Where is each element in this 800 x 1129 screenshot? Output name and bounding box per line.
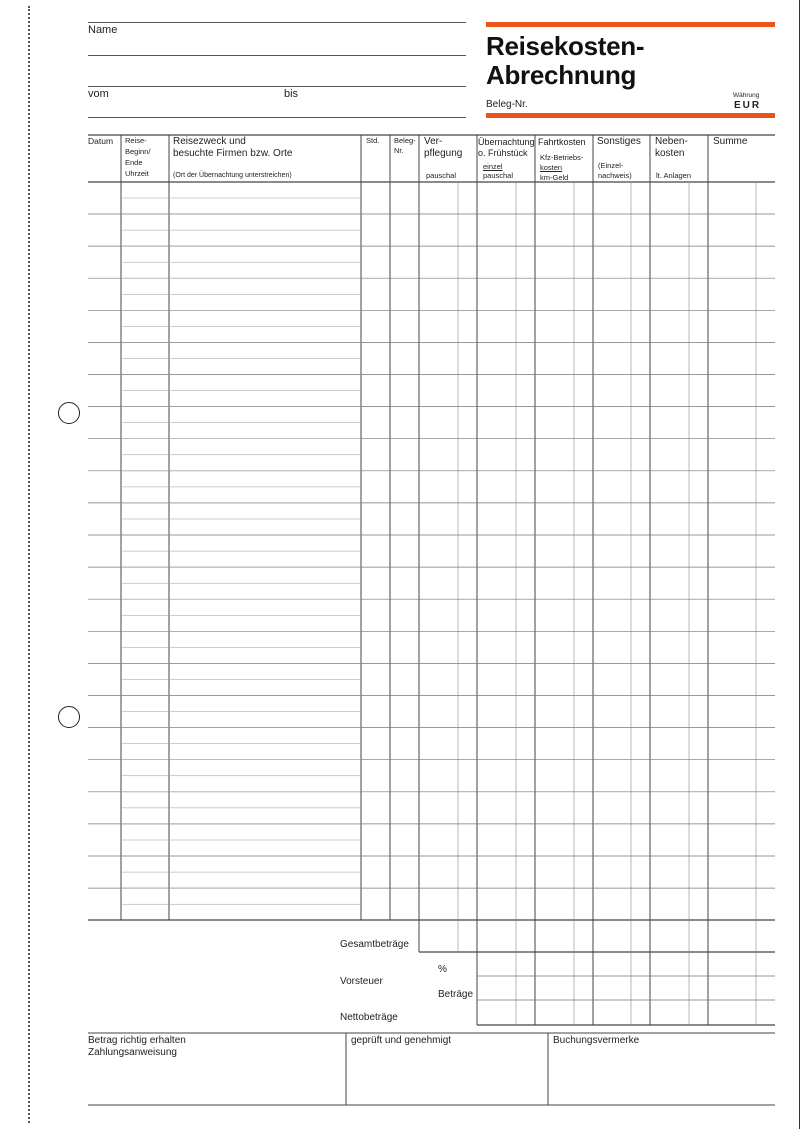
- input-tax-label: Vorsteuer: [340, 976, 383, 987]
- col-fahrtkosten-4: km-Geld: [540, 173, 569, 182]
- total-amounts-label: Gesamtbeträge: [340, 939, 409, 950]
- col-uebernachtung-2: o. Frühstück: [478, 148, 528, 158]
- col-fahrtkosten: Fahrtkosten: [538, 137, 586, 147]
- col-nebenkosten-1: Neben-: [655, 136, 688, 147]
- col-fahrtkosten-3: kosten: [540, 163, 563, 172]
- footer-booking: Buchungsvermerke: [553, 1035, 640, 1046]
- col-uebernachtung-pauschal: pauschal: [483, 171, 514, 180]
- receipt-number-label: Beleg-Nr.: [486, 99, 528, 110]
- footer-approved: geprüft und genehmigt: [351, 1035, 452, 1046]
- col-verpflegung: [424, 136, 462, 160]
- col-beleg: [394, 136, 416, 156]
- from-label: vom: [88, 88, 109, 100]
- name-label: Name: [88, 24, 118, 36]
- col-beleg-2: Nr.: [394, 146, 404, 155]
- net-amounts-label: Nettobeträge: [340, 1012, 398, 1023]
- col-verpflegung-sub: pauschal: [426, 171, 457, 180]
- footer-received: [88, 1035, 186, 1059]
- col-verpflegung-1: Ver-: [424, 136, 443, 147]
- col-uebernachtung: [478, 137, 535, 159]
- col-sonstiges-2: (Einzel-: [598, 161, 624, 170]
- col-nebenkosten: [655, 136, 688, 160]
- col-sonstiges: Sonstiges: [597, 136, 641, 147]
- col-uebernachtung-1: Übernachtung: [478, 137, 535, 147]
- form-title-line2: Abrechnung: [486, 60, 637, 90]
- footer-received-1: Betrag richtig erhalten: [88, 1035, 186, 1046]
- col-uebernachtung-einzel: einzel: [483, 162, 503, 171]
- col-sonstiges-3: nachweis): [598, 171, 632, 180]
- col-reise-1: Reise-: [125, 136, 147, 145]
- col-datum: Datum: [88, 136, 114, 146]
- col-std: Std.: [366, 136, 380, 145]
- col-reise-3: Ende: [125, 158, 143, 167]
- currency-value: EUR: [734, 100, 762, 111]
- form-title-line1: Reisekosten-: [486, 31, 645, 61]
- col-zweck-note: (Ort der Übernachtung unterstreichen): [173, 172, 292, 179]
- currency-label: Währung: [733, 92, 760, 99]
- col-fahrtkosten-2: Kfz-Betriebs-: [540, 153, 584, 162]
- col-reise: [125, 136, 150, 179]
- percent-label: %: [438, 964, 447, 975]
- col-reise-2: Beginn/: [125, 147, 151, 156]
- col-reise-4: Uhrzeit: [125, 169, 149, 178]
- amounts-label: Beträge: [438, 989, 474, 1000]
- col-nebenkosten-sub: lt. Anlagen: [656, 171, 692, 180]
- col-fahrtkosten-sub: [540, 153, 583, 183]
- col-sonstiges-sub: [598, 161, 632, 181]
- col-beleg-1: Beleg-: [394, 136, 416, 145]
- col-verpflegung-2: pflegung: [424, 148, 463, 159]
- col-summe: Summe: [713, 136, 748, 147]
- to-label: bis: [284, 88, 299, 100]
- col-zweck-1: Reisezweck und: [173, 136, 246, 147]
- footer-received-2: Zahlungsanweisung: [88, 1047, 177, 1058]
- col-zweck-2: besuchte Firmen bzw. Orte: [173, 148, 293, 159]
- col-zweck: [173, 136, 293, 160]
- col-nebenkosten-2: kosten: [655, 148, 685, 159]
